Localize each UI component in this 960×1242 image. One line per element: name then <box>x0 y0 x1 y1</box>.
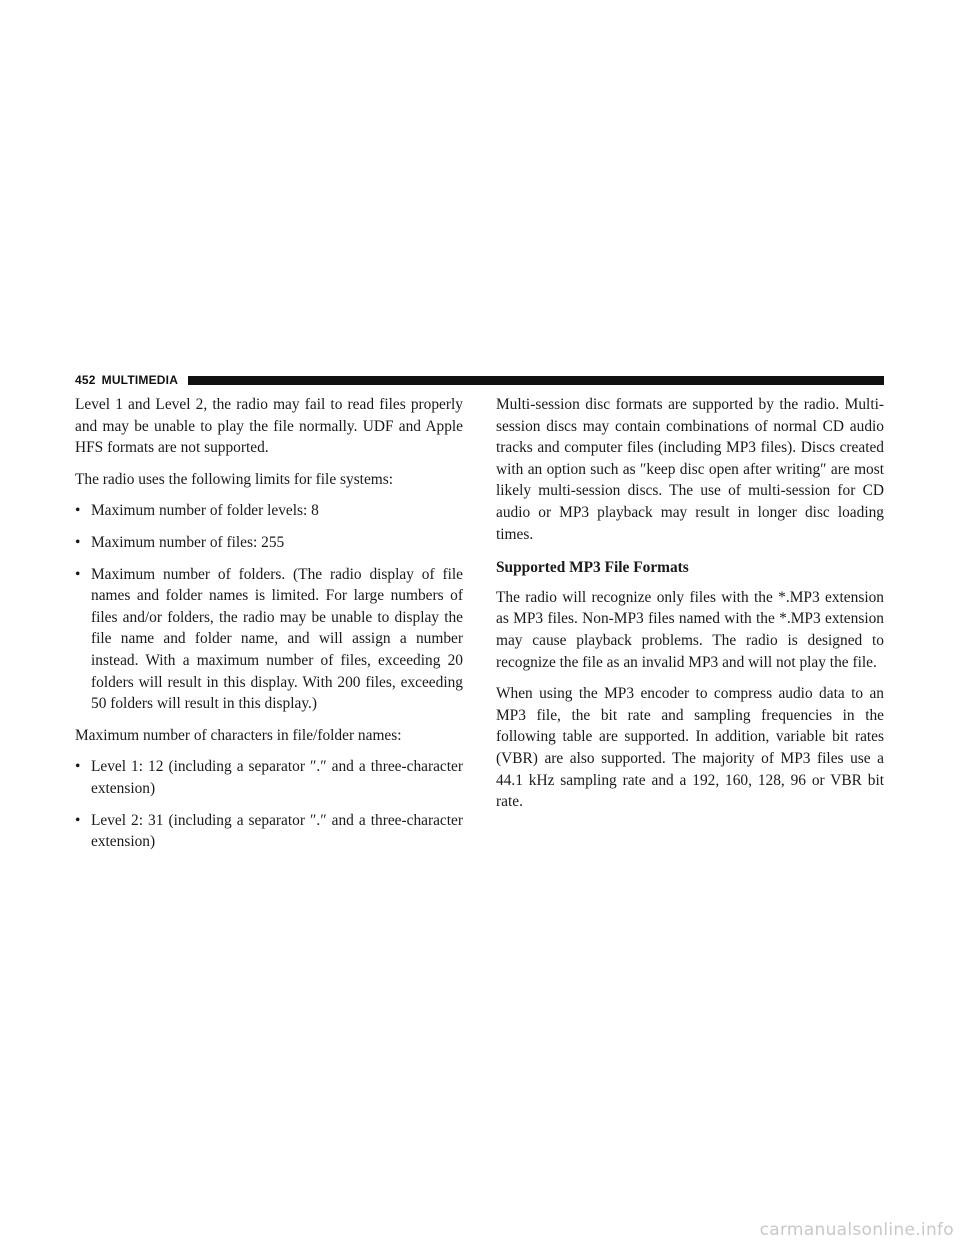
list-item: • Level 2: 31 (including a separator ″.″ and a three-character extension) <box>75 811 463 851</box>
section-title: MULTIMEDIA <box>101 373 179 387</box>
bullet-icon: • <box>75 758 81 776</box>
char-limits-intro: Maximum number of characters in file/folder names: <box>75 726 402 744</box>
list-item: • Level 1: 12 (including a separator ″.″ and a three-character extension) <box>75 758 463 797</box>
file-system-limits-list <box>75 500 463 714</box>
right-column <box>496 394 884 823</box>
multisession-paragraph: Multi-session disc formats are supported by the radio. Multi-session discs may contain combinations of normal CD audio tracks and computer files (including MP3 files). Discs created with an option such as ″keep disc open after writing″ are most likely multi-session discs. The use of multi-session for CD audio or MP3 playback may result in longer disc loading times. <box>496 396 884 543</box>
limits-intro: The radio uses the following limits for file systems: <box>75 470 394 488</box>
bullet-icon: • <box>75 811 81 829</box>
section-heading: Supported MP3 File Formats <box>496 559 689 577</box>
mp3-encoder-paragraph: When using the MP3 encoder to compress audio data to an MP3 file, the bit rate and sampling frequencies in the following table are supported. In addition, variable bit rates (VBR) are also supported. The majority of MP3 files use a 44.1 kHz sampling rate and a 192, 160, 128, 96 or VBR bit rate. <box>496 685 884 811</box>
page-number: 452 <box>75 373 96 387</box>
header-rule <box>188 376 884 385</box>
bullet-icon: • <box>75 502 81 520</box>
list-item: • Maximum number of files: 255 <box>75 532 463 554</box>
intro-paragraph: Level 1 and Level 2, the radio may fail to read files properly and may be unable to play the file normally. UDF and Apple HFS formats are not supported. <box>75 396 463 457</box>
page-header <box>75 370 884 390</box>
bullet-icon: • <box>75 533 81 551</box>
bullet-icon: • <box>75 565 81 583</box>
mp3-recognition-paragraph: The radio will recognize only files with the *.MP3 extension as MP3 files. Non-MP3 files named with the *.MP3 extension may cause playback problems. The radio is designed to recognize the file as an invalid MP3 and will not play the file. <box>496 588 884 671</box>
char-limits-list <box>75 756 463 852</box>
list-item: • Maximum number of folders. (The radio display of file names and folder names is limited. For large numbers of files and/or folders, the radio may be unable to display the file name and folder name, and will assign a number instead. With a maximum number of files, exceeding 20 folders will result in this display. With 200 files, exceeding 50 folders will result in this display.) <box>75 565 463 713</box>
list-item: • Maximum number of folder levels: 8 <box>75 500 463 522</box>
left-column <box>75 394 463 863</box>
watermark: carmanualsonline.info <box>759 1220 954 1240</box>
